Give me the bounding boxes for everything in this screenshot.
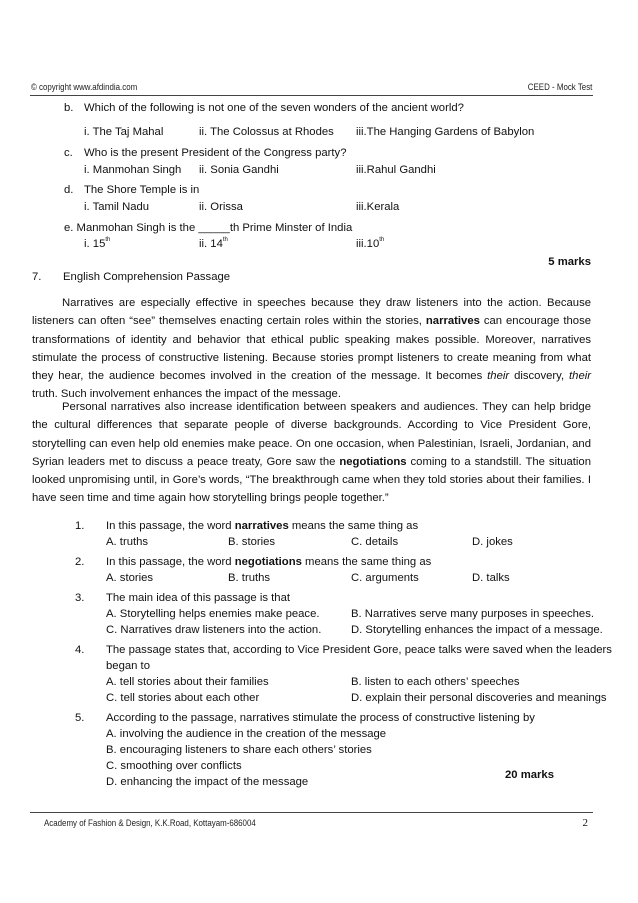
question-d-label: d. xyxy=(64,184,74,196)
marks-20: 20 marks xyxy=(505,769,554,781)
question-b-label: b. xyxy=(64,102,74,114)
cq4-text-line1: The passage states that, according to Vice President Gore, peace talks were saved when the leaders xyxy=(106,644,612,656)
option-d-iii: iii.Kerala xyxy=(356,201,400,213)
option-e-ii: ii. 14th xyxy=(199,237,228,250)
cq5-option-c: C. smoothing over conflicts xyxy=(106,760,242,772)
marks-5: 5 marks xyxy=(548,256,591,268)
cq3-text: The main idea of this passage is that xyxy=(106,592,290,604)
page-number: 2 xyxy=(582,817,588,829)
cq5-option-d: D. enhancing the impact of the message xyxy=(106,776,309,788)
option-c-ii: ii. Sonia Gandhi xyxy=(199,164,279,176)
section-7-number: 7. xyxy=(32,271,42,283)
cq2-option-c: C. arguments xyxy=(351,572,419,584)
cq1-option-c: C. details xyxy=(351,536,399,548)
passage-paragraph-1: Narratives are especially effective in speeches because they draw listeners into the action. Because listeners can often “see” themselves enacting certain roles within the stories, narratives can encourage those transformations of identity and behavior that ethical public speaking makes possible. Moreover, narratives stimulate the process of constructive listening. Because stories prompt listeners to create meaning from what they hear, the audience becomes involved in the creation of the message. It becomes their discovery, their truth. Such involvement enhances the impact of the message. xyxy=(32,297,592,401)
cq3-option-d: D. Storytelling enhances the impact of a message. xyxy=(351,624,603,636)
option-e-i: i. 15th xyxy=(84,237,111,250)
cq4-text-line2: began to xyxy=(106,660,150,672)
cq1-text: In this passage, the word narratives means the same thing as xyxy=(106,520,419,532)
cq1-option-a: A. truths xyxy=(106,536,149,548)
cq4-number: 4. xyxy=(75,644,85,656)
cq1-option-b: B. stories xyxy=(228,536,276,548)
cq1-number: 1. xyxy=(75,520,85,532)
question-d-text: The Shore Temple is in xyxy=(84,184,200,196)
cq4-option-d: D. explain their personal discoveries and meanings xyxy=(351,692,607,704)
cq3-option-c: C. Narratives draw listeners into the action. xyxy=(106,624,322,636)
passage-paragraph-2: Personal narratives also increase identification between speakers and audiences. They can help bridge the cultural differences that separate people of diverse backgrounds. According to Vice President Gore, storytelling can even help old enemies make peace. On one occasion, when Palestinian, Israeli, Jordanian, and Syrian leaders met to discuss a peace treaty, Gore saw the negotiations coming to a standstill. The situation looked unpromising until, in Gore’s words, “The breakthrough came when they told stories about their families. I have seen time and time again how storytelling brings people together.” xyxy=(32,401,591,505)
cq4-option-c: C. tell stories about each other xyxy=(106,692,260,704)
cq3-number: 3. xyxy=(75,592,85,604)
cq4-option-a: A. tell stories about their families xyxy=(106,676,269,688)
option-b-iii: iii.The Hanging Gardens of Babylon xyxy=(356,126,535,138)
footer-address: Academy of Fashion & Design, K.K.Road, Kottayam-686004 xyxy=(44,818,256,828)
cq2-option-b: B. truths xyxy=(228,572,271,584)
option-c-i: i. Manmohan Singh xyxy=(84,164,182,176)
question-c-label: c. xyxy=(64,147,73,159)
option-b-i: i. The Taj Mahal xyxy=(84,126,164,138)
question-e-text: e. Manmohan Singh is the _____th Prime Minster of India xyxy=(64,222,353,234)
cq2-option-d: D. talks xyxy=(472,572,510,584)
header-title: CEED - Mock Test xyxy=(527,82,592,92)
header-rule xyxy=(30,95,593,96)
question-c-text: Who is the present President of the Congress party? xyxy=(84,147,347,159)
section-7-title: English Comprehension Passage xyxy=(63,271,231,283)
option-e-iii: iii.10th xyxy=(356,237,385,250)
option-d-i: i. Tamil Nadu xyxy=(84,201,150,213)
cq5-text: According to the passage, narratives stimulate the process of constructive listening by xyxy=(106,712,535,724)
cq4-option-b: B. listen to each others’ speeches xyxy=(351,676,520,688)
cq3-option-b: B. Narratives serve many purposes in speeches. xyxy=(351,608,594,620)
option-b-ii: ii. The Colossus at Rhodes xyxy=(199,126,334,138)
cq5-option-a: A. involving the audience in the creation of the message xyxy=(106,728,387,740)
cq3-option-a: A. Storytelling helps enemies make peace. xyxy=(106,608,320,620)
question-e-blank: _____ xyxy=(198,222,230,234)
cq5-option-b: B. encouraging listeners to share each others’ stories xyxy=(106,744,372,756)
option-c-iii: iii.Rahul Gandhi xyxy=(356,164,436,176)
header-copyright: © copyright www.afdindia.com xyxy=(31,82,138,92)
cq1-option-d: D. jokes xyxy=(472,536,513,548)
cq2-option-a: A. stories xyxy=(106,572,154,584)
option-d-ii: ii. Orissa xyxy=(199,201,243,213)
cq2-text: In this passage, the word negotiations means the same thing as xyxy=(106,556,432,568)
footer-rule xyxy=(30,812,593,813)
cq5-number: 5. xyxy=(75,712,85,724)
cq2-number: 2. xyxy=(75,556,85,568)
question-b-text: Which of the following is not one of the seven wonders of the ancient world? xyxy=(84,102,464,114)
